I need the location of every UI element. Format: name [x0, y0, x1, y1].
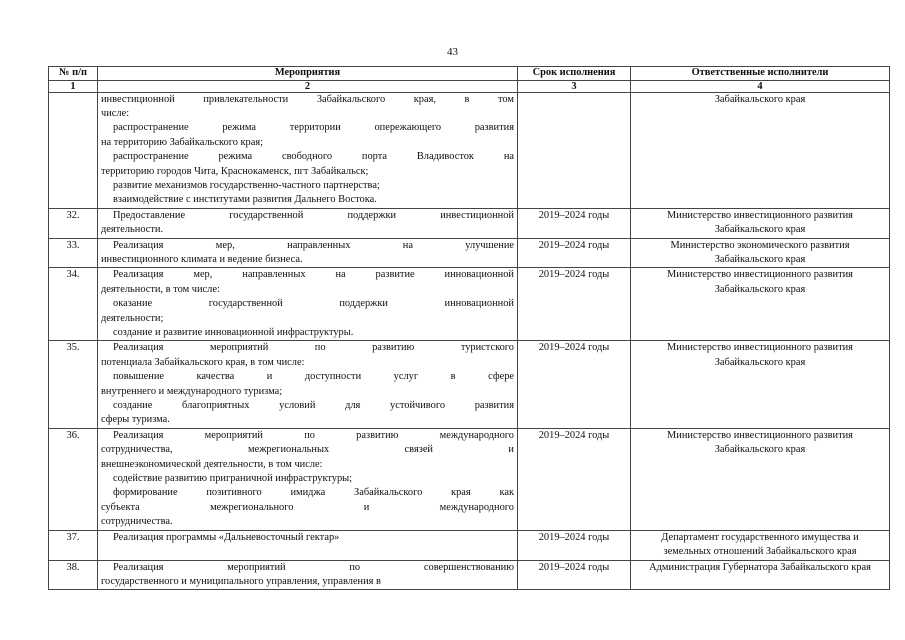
- responsible-line: Забайкальского края: [714, 224, 806, 236]
- responsible-cell: [631, 268, 890, 341]
- term-cell: 2019–2024 годы: [518, 428, 631, 530]
- column-number-row: [49, 80, 890, 92]
- responsible-line: Министерство инвестиционного развития: [667, 429, 853, 441]
- activity-line: повышение качества и доступности услуг в сфере: [113, 371, 514, 383]
- responsible-line: Забайкальского края: [714, 356, 806, 368]
- activity-line: субъекта межрегионального и международного: [101, 501, 514, 513]
- activity-line: сотрудничества.: [101, 516, 173, 528]
- page-number: 43: [447, 46, 458, 58]
- activity-line: государственного и муниципального управления, управления в: [101, 575, 381, 587]
- activity-line: деятельности, в том числе:: [101, 283, 220, 295]
- header-term: Срок исполнения: [518, 67, 631, 81]
- term-cell: 2019–2024 годы: [518, 268, 631, 341]
- row-number: [49, 92, 98, 208]
- table-row: [49, 428, 890, 530]
- column-number: 3: [518, 80, 631, 92]
- table-row: [49, 92, 890, 208]
- activity-line: создание благоприятных условий для устойчивого развития: [113, 400, 514, 412]
- header-activity: Мероприятия: [98, 67, 518, 81]
- activities-table: [48, 66, 890, 590]
- activity-line: Реализация мер, направленных на развитие инновационной: [113, 269, 514, 281]
- activity-cell: [98, 428, 518, 530]
- activity-cell: [98, 208, 518, 238]
- activity-line: потенциала Забайкальского края, в том числе:: [101, 356, 305, 368]
- column-number: 4: [631, 80, 890, 92]
- activity-line: Реализация мероприятий по развитию международного: [113, 429, 514, 441]
- activity-cell: [98, 560, 518, 590]
- table-row: [49, 208, 890, 238]
- term-cell: 2019–2024 годы: [518, 238, 631, 268]
- activity-line: деятельности;: [101, 312, 164, 324]
- responsible-line: Министерство инвестиционного развития: [667, 269, 853, 281]
- table-row: [49, 560, 890, 590]
- header-num: № п/п: [49, 67, 98, 81]
- responsible-line: Министерство экономического развития: [670, 239, 850, 251]
- column-number: 2: [98, 80, 518, 92]
- column-number: 1: [49, 80, 98, 92]
- responsible-line: Министерство инвестиционного развития: [667, 342, 853, 354]
- activity-line: Реализация мер, направленных на улучшение: [113, 239, 514, 251]
- responsible-cell: [631, 92, 890, 208]
- activity-line: числе:: [101, 107, 130, 119]
- activity-line: сотрудничества, межрегиональных связей и: [101, 444, 514, 456]
- activity-line: Предоставление государственной поддержки инвестиционной: [113, 209, 514, 221]
- row-number: 37.: [49, 530, 98, 560]
- header-responsible: Ответственные исполнители: [631, 67, 890, 81]
- activity-line: оказание государственной поддержки инновационной: [113, 298, 514, 310]
- row-number: 34.: [49, 268, 98, 341]
- responsible-line: Забайкальского края: [714, 253, 806, 265]
- responsible-cell: [631, 428, 890, 530]
- responsible-cell: [631, 530, 890, 560]
- responsible-cell: [631, 341, 890, 428]
- activity-line: создание и развитие инновационной инфраструктуры.: [113, 327, 354, 338]
- activity-line: на территорию Забайкальского края;: [101, 136, 264, 148]
- activity-line: распространение режима территории опережающего развития: [113, 122, 514, 134]
- row-number: 36.: [49, 428, 98, 530]
- activity-line: внешнеэкономической деятельности, в том числе:: [101, 458, 323, 470]
- table-header-row: [49, 67, 890, 81]
- table-row: [49, 530, 890, 560]
- responsible-line: Министерство инвестиционного развития: [667, 209, 853, 221]
- term-cell: 2019–2024 годы: [518, 560, 631, 590]
- responsible-line: земельных отношений Забайкальского края: [663, 546, 857, 558]
- responsible-cell: [631, 208, 890, 238]
- row-number: 35.: [49, 341, 98, 428]
- activity-line: Реализация программы «Дальневосточный гектар»: [113, 531, 340, 543]
- activity-line: территорию городов Чита, Краснокаменск, пгт Забайкальск;: [101, 165, 369, 177]
- term-cell: 2019–2024 годы: [518, 208, 631, 238]
- row-number: 38.: [49, 560, 98, 590]
- activity-line: формирование позитивного имиджа Забайкальского края как: [113, 487, 514, 499]
- row-number: 33.: [49, 238, 98, 268]
- activity-line: распространение режима свободного порта Владивосток на: [113, 151, 514, 163]
- activity-cell: [98, 238, 518, 268]
- responsible-line: Забайкальского края: [714, 93, 806, 105]
- activity-line: взаимодействие с институтами развития Дальнего Востока.: [113, 194, 377, 206]
- responsible-cell: [631, 238, 890, 268]
- responsible-line: Забайкальского края: [714, 283, 806, 295]
- term-cell: [518, 92, 631, 208]
- term-cell: 2019–2024 годы: [518, 341, 631, 428]
- activity-line: сферы туризма.: [101, 414, 170, 426]
- table-row: [49, 341, 890, 428]
- activity-line: деятельности.: [101, 224, 164, 236]
- responsible-line: Администрация Губернатора Забайкальского края: [649, 561, 871, 573]
- activity-line: инвестиционного климата и ведение бизнеса.: [101, 253, 303, 265]
- responsible-line: Департамент государственного имущества и: [661, 531, 859, 543]
- activity-line: внутреннего и международного туризма;: [101, 385, 283, 397]
- term-cell: 2019–2024 годы: [518, 530, 631, 560]
- responsible-cell: [631, 560, 890, 590]
- activity-line: развитие механизмов государственно-частного партнерства;: [113, 179, 380, 191]
- activity-line: содействие развитию приграничной инфраструктуры;: [113, 473, 353, 485]
- table-row: [49, 268, 890, 341]
- activity-line: Реализация мероприятий по совершенствованию: [113, 561, 514, 573]
- activity-cell: [98, 530, 518, 560]
- activity-line: инвестиционной привлекательности Забайкальского края, в том: [101, 93, 514, 105]
- activity-cell: [98, 268, 518, 341]
- row-number: 32.: [49, 208, 98, 238]
- activity-line: Реализация мероприятий по развитию туристского: [113, 342, 514, 354]
- activity-cell: [98, 92, 518, 208]
- table-row: [49, 238, 890, 268]
- activity-cell: [98, 341, 518, 428]
- responsible-line: Забайкальского края: [714, 444, 806, 456]
